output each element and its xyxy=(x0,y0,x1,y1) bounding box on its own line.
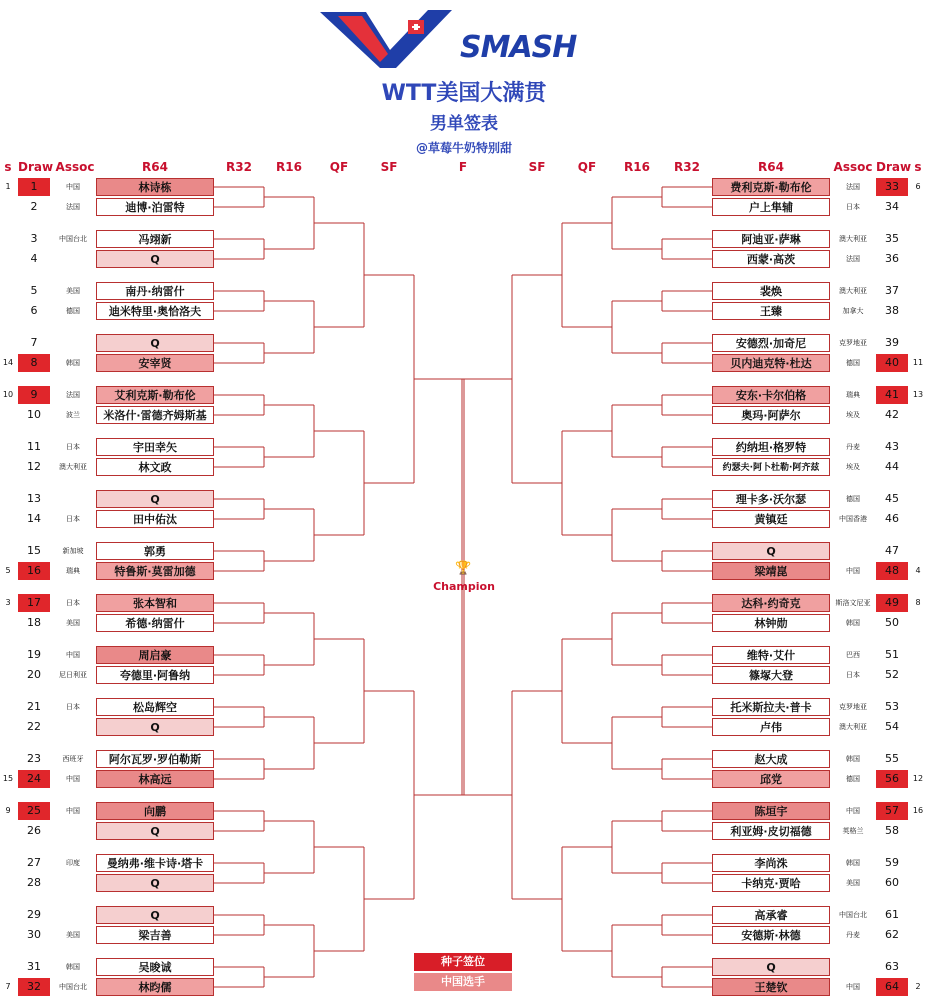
draw-number: 26 xyxy=(27,824,41,837)
player-name: 迪米特里·奥恰洛夫 xyxy=(96,302,214,320)
draw-number: 23 xyxy=(27,752,41,765)
seed-number: 11 xyxy=(912,358,924,367)
player-name: 篠塚大登 xyxy=(712,666,830,684)
player-name: 希德·纳雷什 xyxy=(96,614,214,632)
association: 韩国 xyxy=(846,755,860,763)
draw-number: 54 xyxy=(885,720,899,733)
draw-number: 60 xyxy=(885,876,899,889)
association: 中国 xyxy=(66,807,80,815)
association: 韩国 xyxy=(846,859,860,867)
author-credit: @草莓牛奶特别甜 xyxy=(415,141,512,155)
player-name: 宇田幸矢 xyxy=(96,438,214,456)
draw-number: 5 xyxy=(30,284,38,297)
draw-number: 21 xyxy=(27,700,41,713)
draw-number: 64 xyxy=(876,978,908,996)
association: 中国 xyxy=(846,567,860,575)
header-r16-left: R16 xyxy=(276,160,302,174)
player-name: 安东·卡尔伯格 xyxy=(712,386,830,404)
draw-number: 33 xyxy=(876,178,908,196)
draw-number: 47 xyxy=(885,544,899,557)
player-name: 维特·艾什 xyxy=(712,646,830,664)
draw-number: 30 xyxy=(27,928,41,941)
association: 法国 xyxy=(66,391,80,399)
association: 克罗地亚 xyxy=(839,703,867,711)
player-name: 米洛什·雷德齐姆斯基 xyxy=(96,406,214,424)
player-name: 王臻 xyxy=(712,302,830,320)
player-name: Q xyxy=(96,490,214,508)
association xyxy=(50,334,96,352)
seed-number: 5 xyxy=(5,566,11,575)
draw-number: 57 xyxy=(876,802,908,820)
draw-number: 61 xyxy=(885,908,899,921)
association xyxy=(50,250,96,268)
association: 日本 xyxy=(66,443,80,451)
association: 波兰 xyxy=(66,411,80,419)
header-qf-right: QF xyxy=(577,160,597,174)
draw-number: 52 xyxy=(885,668,899,681)
association xyxy=(50,490,96,508)
smash-text: SMASH xyxy=(460,30,577,65)
draw-number: 8 xyxy=(18,354,50,372)
legend-seed: 种子签位 xyxy=(414,953,512,971)
header-sf-left: SF xyxy=(380,160,398,174)
association: 加拿大 xyxy=(842,307,864,315)
draw-number: 31 xyxy=(27,960,41,973)
association: 德国 xyxy=(846,775,860,783)
player-name: 安宰贤 xyxy=(96,354,214,372)
player-name: 冯翊新 xyxy=(96,230,214,248)
player-name: Q xyxy=(96,250,214,268)
header-s-left: s xyxy=(4,160,12,174)
player-name: 理卡多·沃尔瑟 xyxy=(712,490,830,508)
seed-number: 1 xyxy=(5,182,11,191)
draw-number: 56 xyxy=(876,770,908,788)
player-name: Q xyxy=(712,958,830,976)
association: 斯洛文尼亚 xyxy=(835,599,871,607)
association: 法国 xyxy=(846,255,860,263)
draw-number: 39 xyxy=(885,336,899,349)
player-name: 张本智和 xyxy=(96,594,214,612)
player-name: 邱党 xyxy=(712,770,830,788)
player-name: 约瑟夫·阿卜杜勒·阿齐兹 xyxy=(712,458,830,476)
association: 埃及 xyxy=(846,411,860,419)
association: 美国 xyxy=(66,287,80,295)
draw-number: 32 xyxy=(18,978,50,996)
header-qf-left: QF xyxy=(329,160,349,174)
seed-number: 4 xyxy=(915,566,921,575)
player-name: 郭勇 xyxy=(96,542,214,560)
player-name: Q xyxy=(96,822,214,840)
draw-number: 4 xyxy=(30,252,38,265)
draw-number: 6 xyxy=(30,304,38,317)
player-name: 卢伟 xyxy=(712,718,830,736)
association: 德国 xyxy=(846,495,860,503)
association: 中国台北 xyxy=(839,911,867,919)
player-name: 户上隼辅 xyxy=(712,198,830,216)
association: 中国台北 xyxy=(59,235,87,243)
player-name: 安德斯·林德 xyxy=(712,926,830,944)
association: 澳大利亚 xyxy=(59,463,87,471)
association: 澳大利亚 xyxy=(839,723,867,731)
association: 日本 xyxy=(846,203,860,211)
draw-number: 40 xyxy=(876,354,908,372)
player-name: 卡纳克·贾哈 xyxy=(712,874,830,892)
association xyxy=(830,958,876,976)
draw-number: 50 xyxy=(885,616,899,629)
association: 中国 xyxy=(846,807,860,815)
draw-number: 11 xyxy=(27,440,41,453)
player-name: 曼纳弗·维卡诗·塔卡 xyxy=(96,854,214,872)
player-name: 奥玛·阿萨尔 xyxy=(712,406,830,424)
seed-number: 3 xyxy=(5,598,11,607)
player-name: 安德烈·加奇尼 xyxy=(712,334,830,352)
seed-number: 9 xyxy=(5,806,11,815)
header-r32-left: R32 xyxy=(226,160,252,174)
association: 日本 xyxy=(66,599,80,607)
header-draw-right: Draw xyxy=(876,160,912,174)
association: 法国 xyxy=(66,203,80,211)
draw-number: 38 xyxy=(885,304,899,317)
association: 美国 xyxy=(66,619,80,627)
player-name: 梁靖崑 xyxy=(712,562,830,580)
player-name: 利亚姆·皮切福德 xyxy=(712,822,830,840)
seed-number: 12 xyxy=(912,774,924,783)
player-name: 林钟勋 xyxy=(712,614,830,632)
seed-number: 14 xyxy=(2,358,14,367)
draw-number: 63 xyxy=(885,960,899,973)
association: 美国 xyxy=(66,931,80,939)
page-subtitle: 男单签表 xyxy=(430,114,498,134)
player-name: 迪博·泊雷特 xyxy=(96,198,214,216)
draw-number: 20 xyxy=(27,668,41,681)
draw-number: 15 xyxy=(27,544,41,557)
association: 新加坡 xyxy=(62,547,84,555)
association xyxy=(50,718,96,736)
player-name: 吴晙诚 xyxy=(96,958,214,976)
association: 中国香港 xyxy=(839,515,867,523)
draw-number: 1 xyxy=(18,178,50,196)
association: 中国 xyxy=(846,983,860,991)
association: 日本 xyxy=(66,515,80,523)
player-name: 裴焕 xyxy=(712,282,830,300)
player-name: 赵大成 xyxy=(712,750,830,768)
player-name: 向鹏 xyxy=(96,802,214,820)
draw-number: 43 xyxy=(885,440,899,453)
seed-number: 6 xyxy=(915,182,921,191)
seed-number: 8 xyxy=(915,598,921,607)
association xyxy=(830,542,876,560)
draw-number: 12 xyxy=(27,460,41,473)
draw-number: 7 xyxy=(30,336,38,349)
seed-number: 10 xyxy=(2,390,14,399)
player-name: 林昀儒 xyxy=(96,978,214,996)
draw-number: 3 xyxy=(30,232,38,245)
draw-number: 36 xyxy=(885,252,899,265)
header-r16-right: R16 xyxy=(624,160,650,174)
draw-number: 34 xyxy=(885,200,899,213)
association xyxy=(50,822,96,840)
header-r32-right: R32 xyxy=(674,160,700,174)
draw-number: 29 xyxy=(27,908,41,921)
draw-number: 18 xyxy=(27,616,41,629)
draw-number: 14 xyxy=(27,512,41,525)
association: 印度 xyxy=(66,859,80,867)
page-title: WTT美国大满贯 xyxy=(381,81,547,106)
draw-number: 58 xyxy=(885,824,899,837)
player-name: 艾利克斯·勒布伦 xyxy=(96,386,214,404)
association: 澳大利亚 xyxy=(839,287,867,295)
association: 中国 xyxy=(66,651,80,659)
player-name: Q xyxy=(96,906,214,924)
trophy-icon: 🏆 xyxy=(455,561,472,576)
draw-number: 2 xyxy=(30,200,38,213)
draw-number: 16 xyxy=(18,562,50,580)
header-r64-right: R64 xyxy=(758,160,784,174)
header-r64-left: R64 xyxy=(142,160,168,174)
player-name: 托米斯拉夫·普卡 xyxy=(712,698,830,716)
association: 克罗地亚 xyxy=(839,339,867,347)
draw-number: 48 xyxy=(876,562,908,580)
association: 中国 xyxy=(66,775,80,783)
draw-number: 37 xyxy=(885,284,899,297)
seed-number: 15 xyxy=(2,774,14,783)
association: 丹麦 xyxy=(846,443,860,451)
seed-number: 16 xyxy=(912,806,924,815)
player-name: 林文政 xyxy=(96,458,214,476)
player-name: 费利克斯·勒布伦 xyxy=(712,178,830,196)
header-sf-right: SF xyxy=(528,160,546,174)
draw-number: 22 xyxy=(27,720,41,733)
player-name: 陈垣宇 xyxy=(712,802,830,820)
association: 美国 xyxy=(846,879,860,887)
association: 瑞典 xyxy=(66,567,80,575)
association: 德国 xyxy=(846,359,860,367)
player-name: 周启豪 xyxy=(96,646,214,664)
association: 日本 xyxy=(66,703,80,711)
header-s-right: s xyxy=(914,160,922,174)
draw-number: 51 xyxy=(885,648,899,661)
draw-number: 62 xyxy=(885,928,899,941)
draw-number: 13 xyxy=(27,492,41,505)
seed-number: 13 xyxy=(912,390,924,399)
player-name: Q xyxy=(96,874,214,892)
player-name: 梁吉善 xyxy=(96,926,214,944)
draw-number: 53 xyxy=(885,700,899,713)
association: 英格兰 xyxy=(842,827,864,835)
player-name: 林诗栋 xyxy=(96,178,214,196)
draw-number: 25 xyxy=(18,802,50,820)
draw-number: 35 xyxy=(885,232,899,245)
champion-label: Champion xyxy=(433,580,495,593)
header-assoc-left: Assoc xyxy=(55,160,95,174)
association: 瑞典 xyxy=(846,391,860,399)
draw-number: 55 xyxy=(885,752,899,765)
draw-number: 44 xyxy=(885,460,899,473)
player-name: 王楚钦 xyxy=(712,978,830,996)
draw-number: 9 xyxy=(18,386,50,404)
association: 法国 xyxy=(846,183,860,191)
draw-number: 42 xyxy=(885,408,899,421)
draw-number: 17 xyxy=(18,594,50,612)
draw-number: 19 xyxy=(27,648,41,661)
draw-number: 28 xyxy=(27,876,41,889)
player-name: 松岛辉空 xyxy=(96,698,214,716)
player-name: 约纳坦·格罗特 xyxy=(712,438,830,456)
draw-number: 10 xyxy=(27,408,41,421)
header-draw-left: Draw xyxy=(18,160,54,174)
association: 丹麦 xyxy=(846,931,860,939)
association: 韩国 xyxy=(66,963,80,971)
association: 日本 xyxy=(846,671,860,679)
seed-number: 2 xyxy=(915,982,921,991)
player-name: 林高远 xyxy=(96,770,214,788)
player-name: 阿迪亚·萨琳 xyxy=(712,230,830,248)
draw-number: 41 xyxy=(876,386,908,404)
association: 中国台北 xyxy=(59,983,87,991)
player-name: 李尚洙 xyxy=(712,854,830,872)
draw-number: 46 xyxy=(885,512,899,525)
draw-number: 24 xyxy=(18,770,50,788)
player-name: 南丹·纳雷什 xyxy=(96,282,214,300)
player-name: 贝内迪克特·杜达 xyxy=(712,354,830,372)
association: 韩国 xyxy=(846,619,860,627)
player-name: Q xyxy=(712,542,830,560)
player-name: 特鲁斯·莫雷加德 xyxy=(96,562,214,580)
seed-number: 7 xyxy=(5,982,11,991)
association: 巴西 xyxy=(846,651,860,659)
association: 德国 xyxy=(66,307,80,315)
header-assoc-right: Assoc xyxy=(833,160,873,174)
association: 韩国 xyxy=(66,359,80,367)
player-name: Q xyxy=(96,718,214,736)
player-name: 高承睿 xyxy=(712,906,830,924)
association: 西班牙 xyxy=(62,755,84,763)
association: 中国 xyxy=(66,183,80,191)
player-name: 黄镇廷 xyxy=(712,510,830,528)
player-name: 田中佑汰 xyxy=(96,510,214,528)
draw-number: 27 xyxy=(27,856,41,869)
player-name: 西蒙·高茨 xyxy=(712,250,830,268)
association: 尼日利亚 xyxy=(59,671,87,679)
draw-number: 59 xyxy=(885,856,899,869)
association: 澳大利亚 xyxy=(839,235,867,243)
player-name: 夸德里·阿鲁纳 xyxy=(96,666,214,684)
draw-number: 49 xyxy=(876,594,908,612)
draw-number: 45 xyxy=(885,492,899,505)
association xyxy=(50,906,96,924)
player-name: Q xyxy=(96,334,214,352)
header-final: F xyxy=(458,160,468,174)
legend-china: 中国选手 xyxy=(414,973,512,991)
player-name: 阿尔瓦罗·罗伯勒斯 xyxy=(96,750,214,768)
association xyxy=(50,874,96,892)
association: 埃及 xyxy=(846,463,860,471)
player-name: 达科·约奇克 xyxy=(712,594,830,612)
